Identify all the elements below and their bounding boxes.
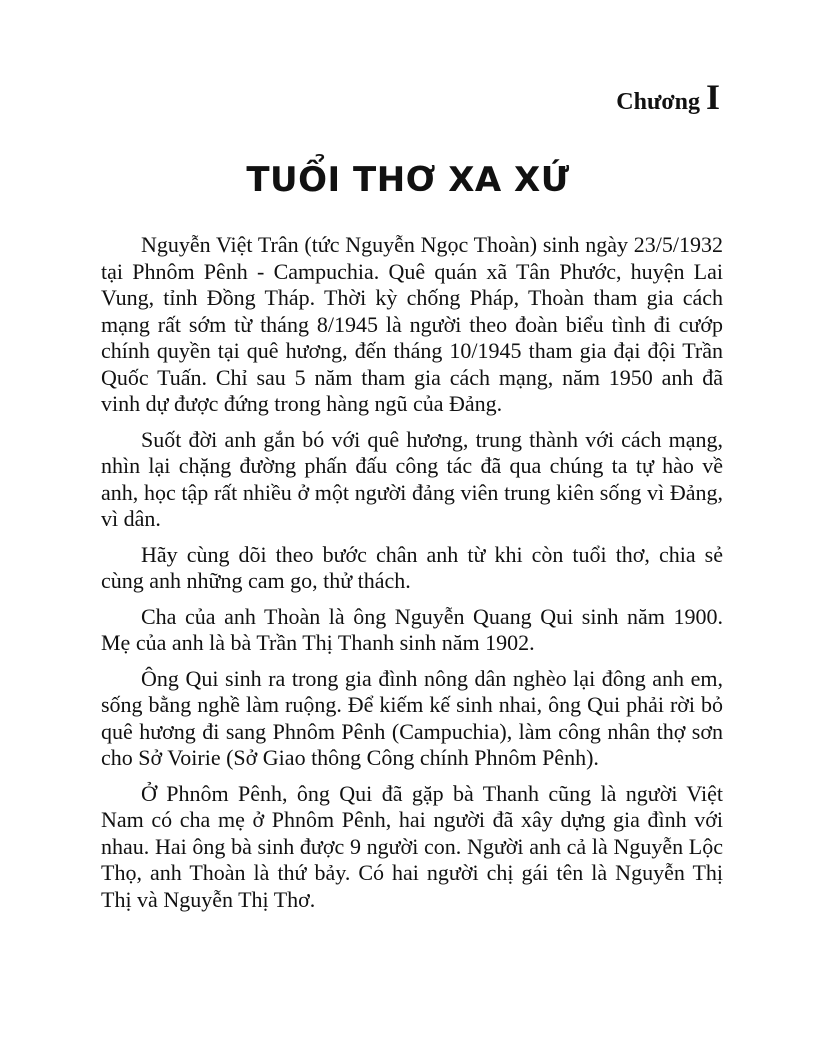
chapter-number: I bbox=[705, 77, 720, 117]
paragraph-2: Suốt đời anh gắn bó với quê hương, trung thành với cách mạng, nhìn lại chặng đường phấn đấu công tác đã qua chúng ta tự hào về anh, học tập rất nhiều ở một người đảng viên trung kiên sống vì Đảng, vì dân. bbox=[101, 426, 723, 531]
paragraph-1: Nguyễn Việt Trân (tức Nguyễn Ngọc Thoàn) sinh ngày 23/5/1932 tại Phnôm Pênh - Campuchia. Quê quán xã Tân Phước, huyện Lai Vung, tỉnh Đồng Tháp. Thời kỳ chống Pháp, Thoàn tham gia cách mạng rất sớm từ tháng 8/1945 là người theo đoàn biểu tình đi cướp chính quyền tại quê hương, đến tháng 10/1945 tham gia đại đội Trần Quốc Tuấn. Chỉ sau 5 năm tham gia cách mạng, năm 1950 anh đã vinh dự được đứng trong hàng ngũ của Đảng. bbox=[101, 232, 723, 416]
paragraph-6: Ở Phnôm Pênh, ông Qui đã gặp bà Thanh cũng là người Việt Nam có cha mẹ ở Phnôm Pênh, hai người đã xây dựng gia đình với nhau. Hai ông bà sinh được 9 người con. Người anh cả là Nguyễn Lộc Thọ, anh Thoàn là thứ bảy. Có hai người chị gái tên là Nguyễn Thị Thị và Nguyễn Thị Thơ. bbox=[101, 780, 723, 912]
paragraph-5: Ông Qui sinh ra trong gia đình nông dân nghèo lại đông anh em, sống bằng nghề làm ruộng. Để kiếm kế sinh nhai, ông Qui phải rời bỏ quê hương đi sang Phnôm Pênh (Campuchia), làm công nhân thợ sơn cho Sở Voirie (Sở Giao thông Công chính Phnôm Pênh). bbox=[101, 665, 723, 770]
chapter-word: Chương bbox=[616, 89, 700, 115]
body-text bbox=[101, 232, 723, 922]
paragraph-3: Hãy cùng dõi theo bước chân anh từ khi còn tuổi thơ, chia sẻ cùng anh những cam go, thử thách. bbox=[101, 541, 723, 593]
chapter-title: TUỔI THƠ XA XỨ bbox=[246, 160, 570, 200]
paragraph-4: Cha của anh Thoàn là ông Nguyễn Quang Qui sinh năm 1900. Mẹ của anh là bà Trần Thị Thanh sinh năm 1902. bbox=[101, 603, 723, 655]
chapter-label bbox=[616, 76, 720, 118]
